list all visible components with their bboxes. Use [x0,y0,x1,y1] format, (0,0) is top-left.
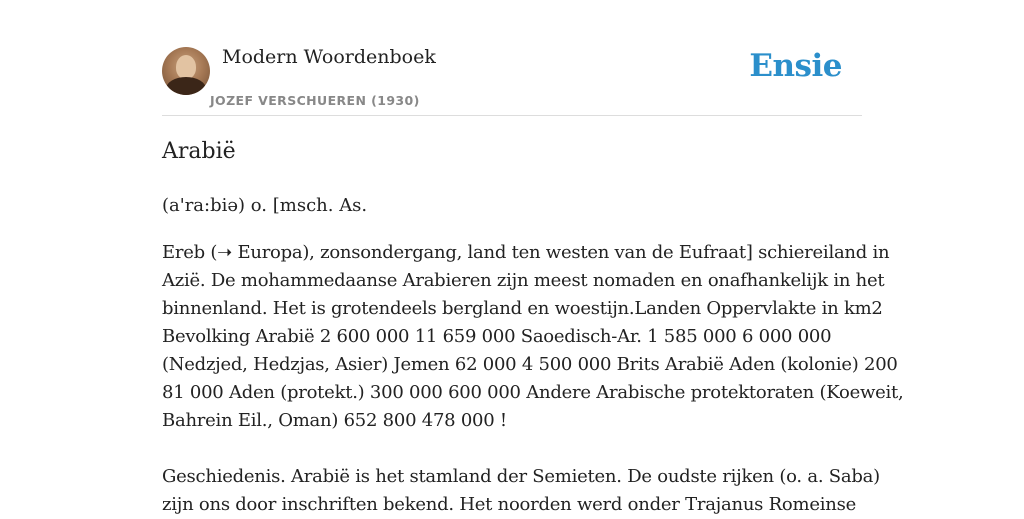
entry-paragraph-1 [162,239,904,435]
paragraph-line: Bevolking Arabië 2 600 000 11 659 000 Saoedisch-Ar. 1 585 000 6 000 000 [162,326,832,347]
paragraph-line: Bahrein Eil., Oman) 652 800 478 000 ! [162,410,507,431]
pronunciation: (a'ra:biə) o. [msch. As. [162,195,368,216]
author-avatar[interactable] [162,47,210,95]
header [162,0,862,116]
paragraph-line: binnenland. Het is grotendeels bergland en woestijn.Landen Oppervlakte in km2 [162,298,883,319]
page [162,0,904,515]
paragraph-line: zijn ons door inschriften bekend. Het noorden werd onder Trajanus Romeinse [162,494,856,515]
avatar-coat [166,77,206,95]
paragraph-line: Geschiedenis. Arabië is het stamland der Semieten. De oudste rijken (o. a. Saba) [162,466,880,487]
book-title-link[interactable]: Modern Woordenboek [222,46,436,68]
ensie-logo[interactable]: Ensie [749,48,842,84]
avatar-head [176,55,196,79]
entry-title: Arabië [162,139,236,164]
paragraph-line: (Nedzjed, Hedzjas, Asier) Jemen 62 000 4 500 000 Brits Arabië Aden (kolonie) 200 [162,354,898,375]
paragraph-line: Ereb (➝ Europa), zonsondergang, land ten westen van de Eufraat] schiereiland in [162,242,890,263]
paragraph-line: Azië. De mohammedaanse Arabieren zijn meest nomaden en onafhankelijk in het [162,270,885,291]
entry-paragraph-2 [162,463,880,519]
paragraph-line: 81 000 Aden (protekt.) 300 000 600 000 Andere Arabische protektoraten (Koeweit, [162,382,904,403]
author-name: JOZEF VERSCHUEREN (1930) [210,93,420,108]
